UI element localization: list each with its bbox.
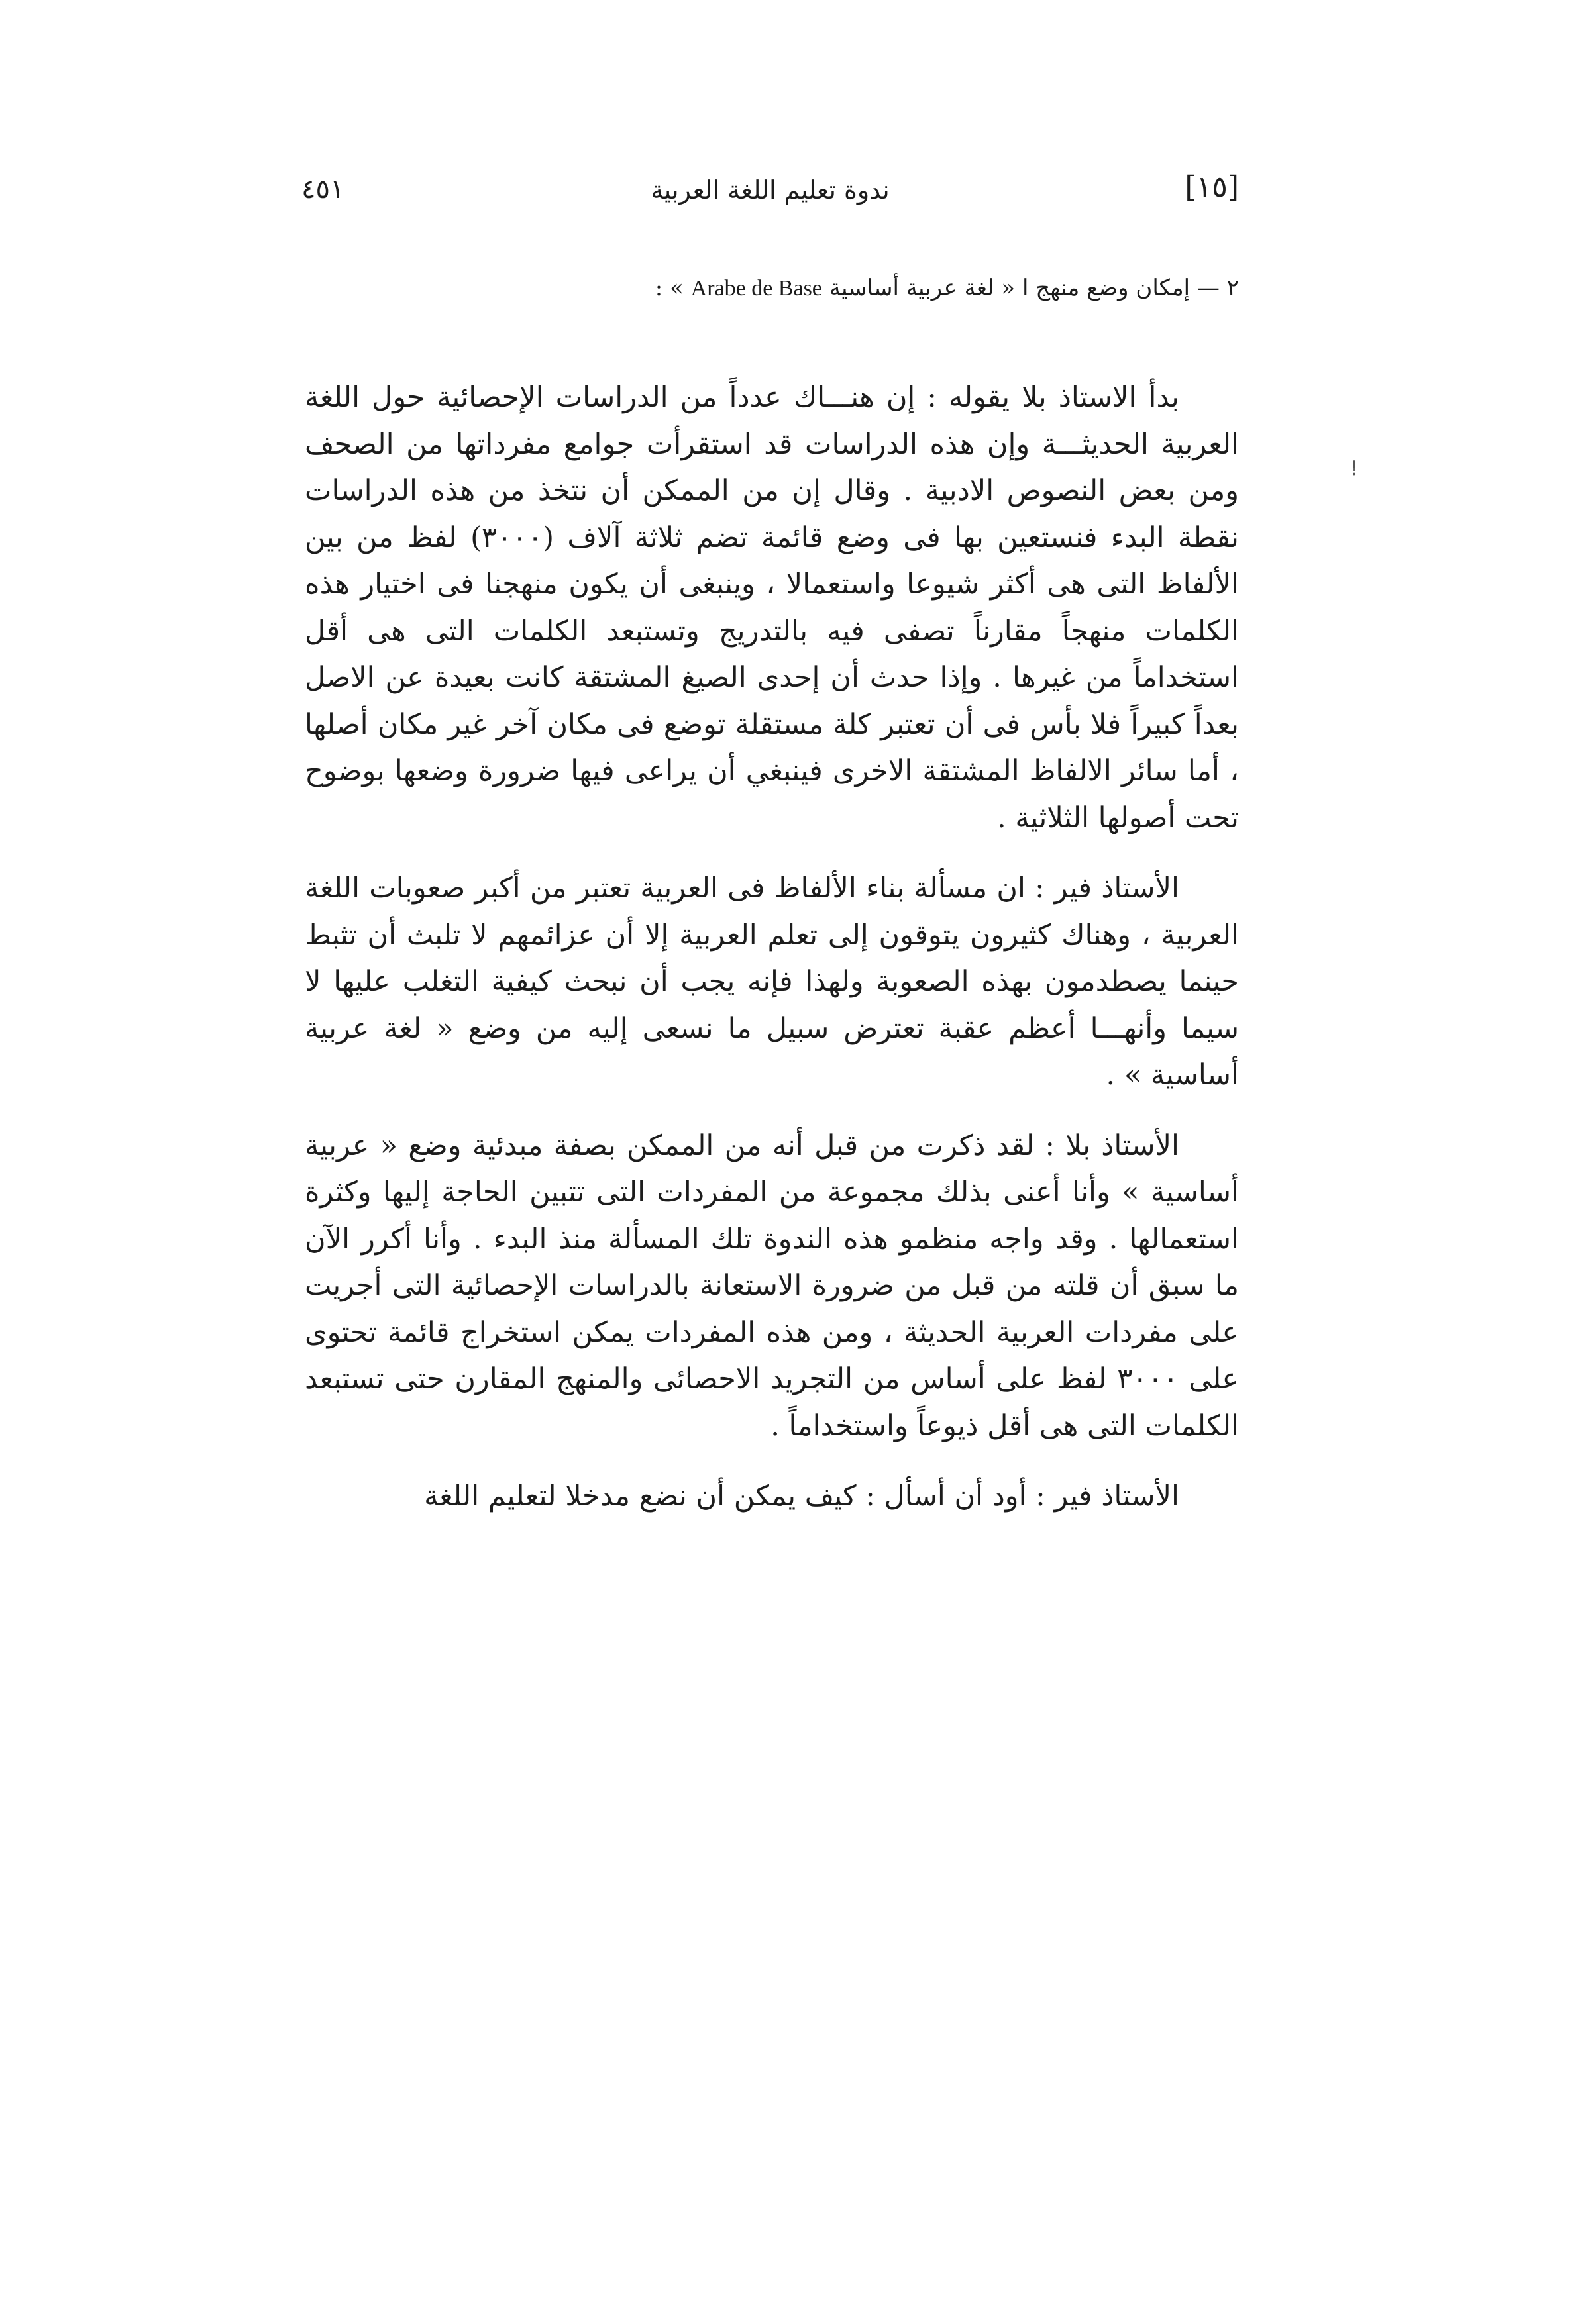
body-text: [305, 374, 1239, 1544]
paragraph: بدأ الاستاذ بلا يقوله : إن هنـــاك عدداً من الدراسات الإحصائية حول اللغة العربية الحديثـــة وإن هذه الدراسات قد استقرأت جوامع مفرداتها من الصحف ومن بعض النصوص الادبية . وقال إن من الممكن أن نتخذ من هذه الدراسات نقطة البدء فنستعين بها فى وضع قائمة تضم ثلاثة آلاف (٣٠٠٠) لفظ من بين الألفاظ التى هى أكثر شيوعا واستعمالا ، وينبغى أن يكون منهجنا فى اختيار هذه الكلمات منهجاً مقارناً تصفى فيه بالتدريج وتستبعد الكلمات التى هى أقل استخداماً من غيرها . وإذا حدث أن إحدى الصيغ المشتقة كانت بعيدة عن الاصل بعداً كبيراً فلا بأس فى أن تعتبر كلة مستقلة توضع فى مكان آخر غير مكان أصلها ، أما سائر الالفاظ المشتقة الاخرى فينبغي أن يراعى فيها ضرورة وضعها بوضوح تحت أصولها الثلاثية .: [305, 381, 1239, 834]
section-heading: [510, 275, 1239, 301]
running-title: ندوة تعليم اللغة العربية: [651, 176, 890, 205]
section-heading-prefix: ٢ — إمكان وضع منهج ا « لغة عربية أساسية: [829, 275, 1239, 301]
page-header: [301, 169, 1239, 222]
section-heading-suffix: » :: [655, 275, 684, 301]
paragraph: الأستاذ بلا : لقد ذكرت من قبل أنه من الممكن بصفة مبدئية وضع « عربية أساسية » وأنا أعنى بذلك مجموعة من المفردات التى تتبين الحاجة إليها وكثرة استعمالها . وقد واجه منظمو هذه الندوة تلك المسألة منذ البدء . وأنا أكرر الآن ما سبق أن قلته من قبل من ضرورة الاستعانة بالدراسات الإحصائية التى أجريت على مفردات العربية الحديثة ، ومن هذه المفردات يمكن استخراج قائمة تحتوى على ٣٠٠٠ لفظ على أساس من التجريد الاحصائى والمنهج المقارن حتى تستبعد الكلمات التى هى أقل ذيوعاً واستخداماً .: [305, 1129, 1239, 1442]
section-heading-latin: Arabe de Base: [690, 276, 822, 301]
margin-mark: !: [1350, 457, 1359, 480]
paragraph: الأستاذ فير : ان مسألة بناء الألفاظ فى العربية تعتبر من أكبر صعوبات اللغة العربية ، وهناك كثيرون يتوقون إلى تعلم العربية إلا أن عزائمهم لا تلبث أن تثبط حينما يصطدمون بهذه الصعوبة ولهذا فإنه يجب أن نبحث كيفية التغلب عليها لا سيما وأنهـــا أعظم عقبة تعترض سبيل ما نسعى إليه من وضع « لغة عربية أساسية » .: [305, 872, 1239, 1091]
section-number: [١٥]: [1185, 170, 1239, 204]
paragraph: الأستاذ فير : أود أن أسأل : كيف يمكن أن نضع مدخلا لتعليم اللغة: [424, 1480, 1179, 1513]
page-number: ٤٥١: [301, 174, 344, 205]
